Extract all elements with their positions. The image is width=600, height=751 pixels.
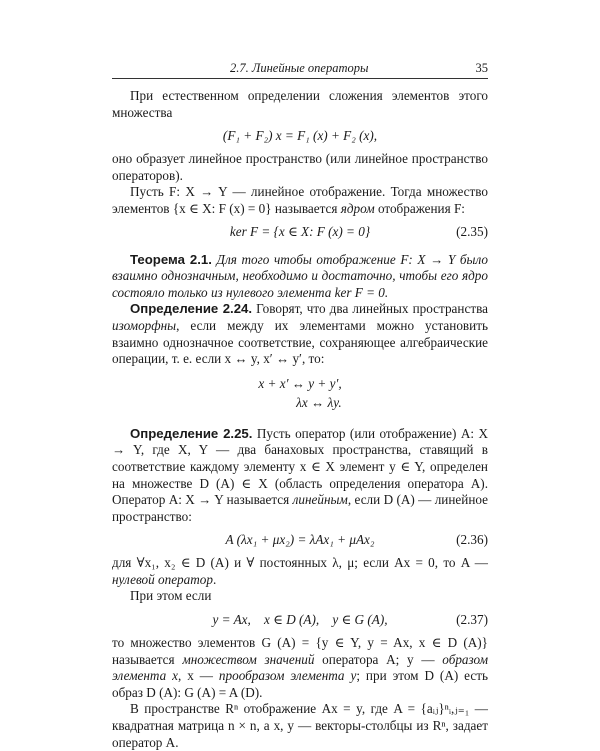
def24-text-b: , если между их элементами можно установить взаимно однозначное соответствие, сохраняющее алгебраические операции, т. е. если x ↔ y, x′ ↔ y′, то: (112, 317, 488, 367)
section-title: 2.7. Линейные операторы (230, 61, 369, 75)
theorem-label: Теорема 2.1. (130, 251, 212, 267)
paragraph-3 (112, 184, 488, 217)
equation-sum-text: (F₁ + F₂) x = F₁ (x) + F₂ (x), (222, 127, 378, 143)
equation-2-36-text: A (λx₁ + μx₂) = λAx₁ + μAx₂ (225, 531, 375, 547)
paragraph-2: оно образует линейное пространство (или линейное пространство операторов). (112, 151, 488, 183)
term-linear: линейным (292, 492, 348, 508)
running-header (112, 60, 488, 79)
p4-text-b: . (212, 571, 217, 587)
definition-2-25 (112, 426, 488, 526)
term-range: множеством значений (182, 651, 315, 667)
paragraph-6 (112, 635, 488, 701)
equation-2-35-text: ker F = {x ∈ X: F (x) = 0} (229, 224, 371, 240)
term-kernel: ядром (340, 200, 375, 216)
definition-2-25-label: Определение 2.25. (130, 425, 253, 441)
term-image: образом элемента x (112, 651, 488, 684)
term-zero-operator: нулевой оператор (112, 571, 213, 587)
equation-2-37 (112, 611, 488, 629)
paragraph-7: В пространстве Rⁿ отображение Ax = y, где A = {aᵢⱼ}ⁿᵢ,ⱼ₌₁ — квадратная матрица n × n, а x, y — векторы-столбцы из Rⁿ, задает оператор A. (112, 701, 488, 750)
equation-2-37-text: y = Ax, x ∈ D (A), y ∈ G (A), (212, 611, 388, 627)
equation-isomorphism-line-1: x + x′ ↔ y + y′, (258, 375, 342, 391)
paragraph-4 (112, 555, 488, 588)
paragraph-5: При этом если (130, 588, 212, 604)
equation-sum (112, 127, 488, 145)
theorem-2-1 (112, 252, 488, 302)
p6-text-c: , x — (177, 668, 219, 684)
p6-text-b: оператора A; y — (314, 651, 443, 667)
p6-text-a: то множество элементов G (A) = {y ∈ Y, y = Ax, x ∈ D (A)} называется (112, 635, 488, 667)
def25-text-b: , если D (A) — линейное пространство: (112, 492, 488, 524)
equation-isomorphism (112, 374, 488, 412)
theorem-text: Для того чтобы отображение F: X → Y было взаимно однозначным, необходимо и достаточно, чтобы его ядро состояло только из нулевого элемента ker F = 0. (112, 251, 488, 300)
page-number: 35 (475, 61, 488, 75)
term-isomorphic: изоморфны (112, 317, 177, 333)
equation-2-35-tag: (2.35) (456, 224, 488, 240)
equation-2-35 (112, 224, 488, 242)
equation-2-36 (112, 531, 488, 549)
definition-2-24-label: Определение 2.24. (130, 301, 253, 317)
definition-2-24 (112, 301, 488, 367)
def25-text-a: Пусть оператор (или отображение) A: X → Y, где X, Y — два банаховых пространства, ставящий в соответствие каждому элементу x ∈ X элемент y ∈ Y, определен на множестве D (A) ∈ X (область определения оператора A). Оператор A: X → Y называется (112, 425, 488, 508)
term-preimage: прообразом элемента y (218, 668, 357, 684)
p3-text-a: Пусть F: X → Y — линейное отображение. Тогда множество элементов {x ∈ X: F (x) = 0} называется (112, 184, 488, 216)
equation-isomorphism-line-2: λx ↔ λy. (296, 394, 342, 410)
def24-text-a: Говорят, что два линейных пространства (252, 301, 488, 317)
p3-text-b: отображения F: (374, 200, 465, 216)
p6-text-d: ; при этом D (A) есть образ D (A): G (A) = A (D). (112, 668, 488, 700)
equation-2-36-tag: (2.36) (456, 531, 488, 547)
paragraph-1: При естественном определении сложения элементов этого множества (112, 88, 488, 120)
equation-2-37-tag: (2.37) (456, 611, 488, 627)
p4-text-a: для ∀x₁, x₂ ∈ D (A) и ∀ постоянных λ, μ; если Ax = 0, то A — (112, 555, 488, 571)
page-body (112, 88, 488, 751)
